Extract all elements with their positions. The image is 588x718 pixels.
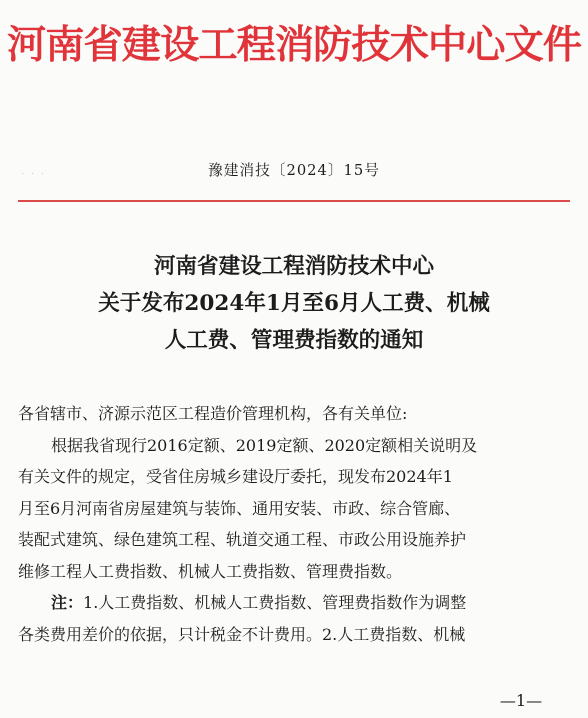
notice-title-line-3: 人工费、管理费指数的通知 bbox=[164, 328, 424, 353]
paragraph-line-5: 维修工程人工费指数、机械人工费指数、管理费指数。 bbox=[18, 561, 403, 581]
note-label: 注： bbox=[51, 593, 84, 612]
document-number: 豫建消技〔2024〕15号 bbox=[208, 162, 380, 179]
scan-speck: · · · bbox=[22, 171, 47, 178]
paragraph-line-1: 根据我省现行2016定额、2019定额、2020定额相关说明及 bbox=[51, 435, 478, 455]
document-header-title: 河南省建设工程消防技术中心文件 bbox=[7, 23, 581, 68]
document-body bbox=[18, 398, 574, 650]
note-line-1 bbox=[18, 587, 574, 619]
note-line-2: 各类费用差价的依据，只计税金不计费用。2.人工费指数、机械 bbox=[18, 624, 466, 644]
notice-title-line-1: 河南省建设工程消防技术中心 bbox=[153, 254, 435, 279]
notice-title bbox=[0, 248, 588, 359]
red-divider-line bbox=[18, 200, 570, 202]
note-first-text: 1.人工费指数、机械人工费指数、管理费指数作为调整 bbox=[83, 593, 467, 612]
paragraph-line-3: 月至6月河南省房屋建筑与装饰、通用安装、市政、综合管廊、 bbox=[18, 498, 461, 518]
paragraph-line-2: 有关文件的规定，受省住房城乡建设厅委托，现发布2024年1 bbox=[18, 467, 453, 486]
paragraph-line-4: 装配式建筑、绿色建筑工程、轨道交通工程、市政公用设施养护 bbox=[18, 530, 467, 549]
page-number: —1— bbox=[499, 691, 543, 710]
salutation: 各省辖市、济源示范区工程造价管理机构，各有关单位: bbox=[18, 404, 408, 423]
notice-title-line-2: 关于发布2024年1月至6月人工费、机械 bbox=[98, 291, 490, 316]
